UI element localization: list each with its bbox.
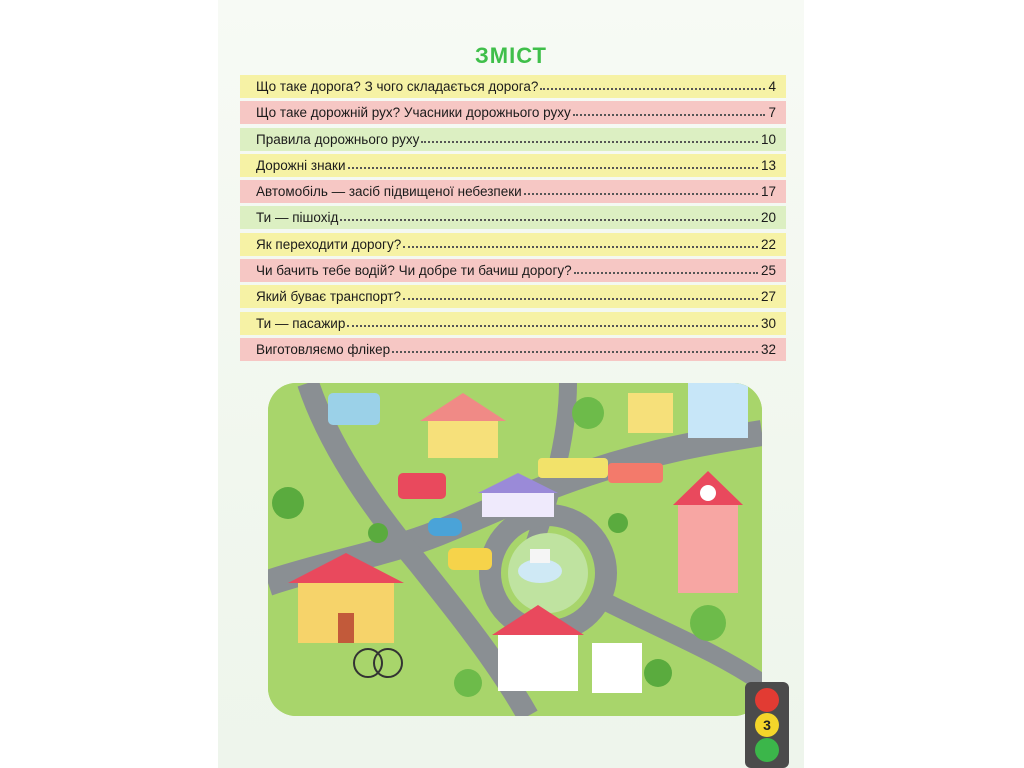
book-page — [218, 0, 804, 768]
table-of-contents — [240, 75, 786, 364]
toc-entry-title: Що таке дорожній рух? Учасники дорожнього руху — [256, 105, 571, 121]
toc-page-number: 27 — [760, 289, 776, 305]
toc-page-number: 32 — [760, 341, 776, 357]
toc-page-number: 7 — [768, 105, 776, 121]
toc-page-number: 30 — [760, 315, 776, 331]
toc-entry — [240, 285, 786, 308]
green-lamp — [755, 738, 779, 762]
leader-dots — [573, 105, 766, 116]
page-number: 3 — [763, 717, 771, 733]
leader-dots — [347, 316, 758, 327]
toc-entry-title: Дорожні знаки — [256, 157, 346, 173]
leader-dots — [348, 158, 758, 169]
toc-page-number: 10 — [760, 131, 776, 147]
city-map-illustration — [268, 383, 762, 716]
toc-entry-title: Ти — пішохід — [256, 210, 339, 226]
leader-dots — [340, 210, 758, 221]
toc-entry — [240, 75, 786, 98]
left-margin — [0, 0, 218, 768]
toc-entry — [240, 259, 786, 282]
toc-page-number: 4 — [768, 79, 776, 94]
leader-dots — [403, 289, 758, 300]
toc-page-number: 17 — [760, 184, 776, 200]
toc-entry — [240, 312, 786, 335]
toc-page-number: 20 — [760, 210, 776, 226]
page-title: ЗМІСТ — [475, 43, 547, 68]
leader-dots — [524, 184, 758, 195]
toc-entry-title: Який буває транспорт? — [256, 289, 401, 305]
toc-page-number: 22 — [760, 236, 776, 252]
red-lamp — [755, 688, 779, 712]
toc-entry-title: Автомобіль — засіб підвищеної небезпеки — [256, 184, 522, 200]
leader-dots — [392, 342, 758, 353]
toc-entry — [240, 154, 786, 177]
toc-entry-title: Що таке дорога? З чого складається дорога? — [256, 79, 539, 94]
toc-entry — [240, 128, 786, 151]
toc-page-number: 13 — [760, 157, 776, 173]
toc-entry — [240, 180, 786, 203]
toc-entry — [240, 338, 786, 361]
toc-entry-title: Як переходити дорогу? — [256, 236, 402, 252]
leader-dots — [421, 132, 758, 143]
leader-dots — [574, 263, 758, 274]
toc-page-number: 25 — [760, 263, 776, 279]
toc-entry — [240, 233, 786, 256]
toc-entry-title: Чи бачить тебе водій? Чи добре ти бачиш дорогу? — [256, 263, 572, 279]
leader-dots — [540, 79, 765, 90]
toc-entry — [240, 101, 786, 124]
traffic-light-icon — [745, 682, 789, 768]
toc-entry-title: Ти — пасажир — [256, 315, 346, 331]
toc-entry-title: Правила дорожнього руху — [256, 131, 420, 147]
toc-entry — [240, 206, 786, 229]
right-margin — [804, 0, 1024, 768]
toc-entry-title: Виготовляємо флікер — [256, 341, 391, 357]
yellow-lamp — [755, 713, 779, 737]
leader-dots — [403, 237, 758, 248]
